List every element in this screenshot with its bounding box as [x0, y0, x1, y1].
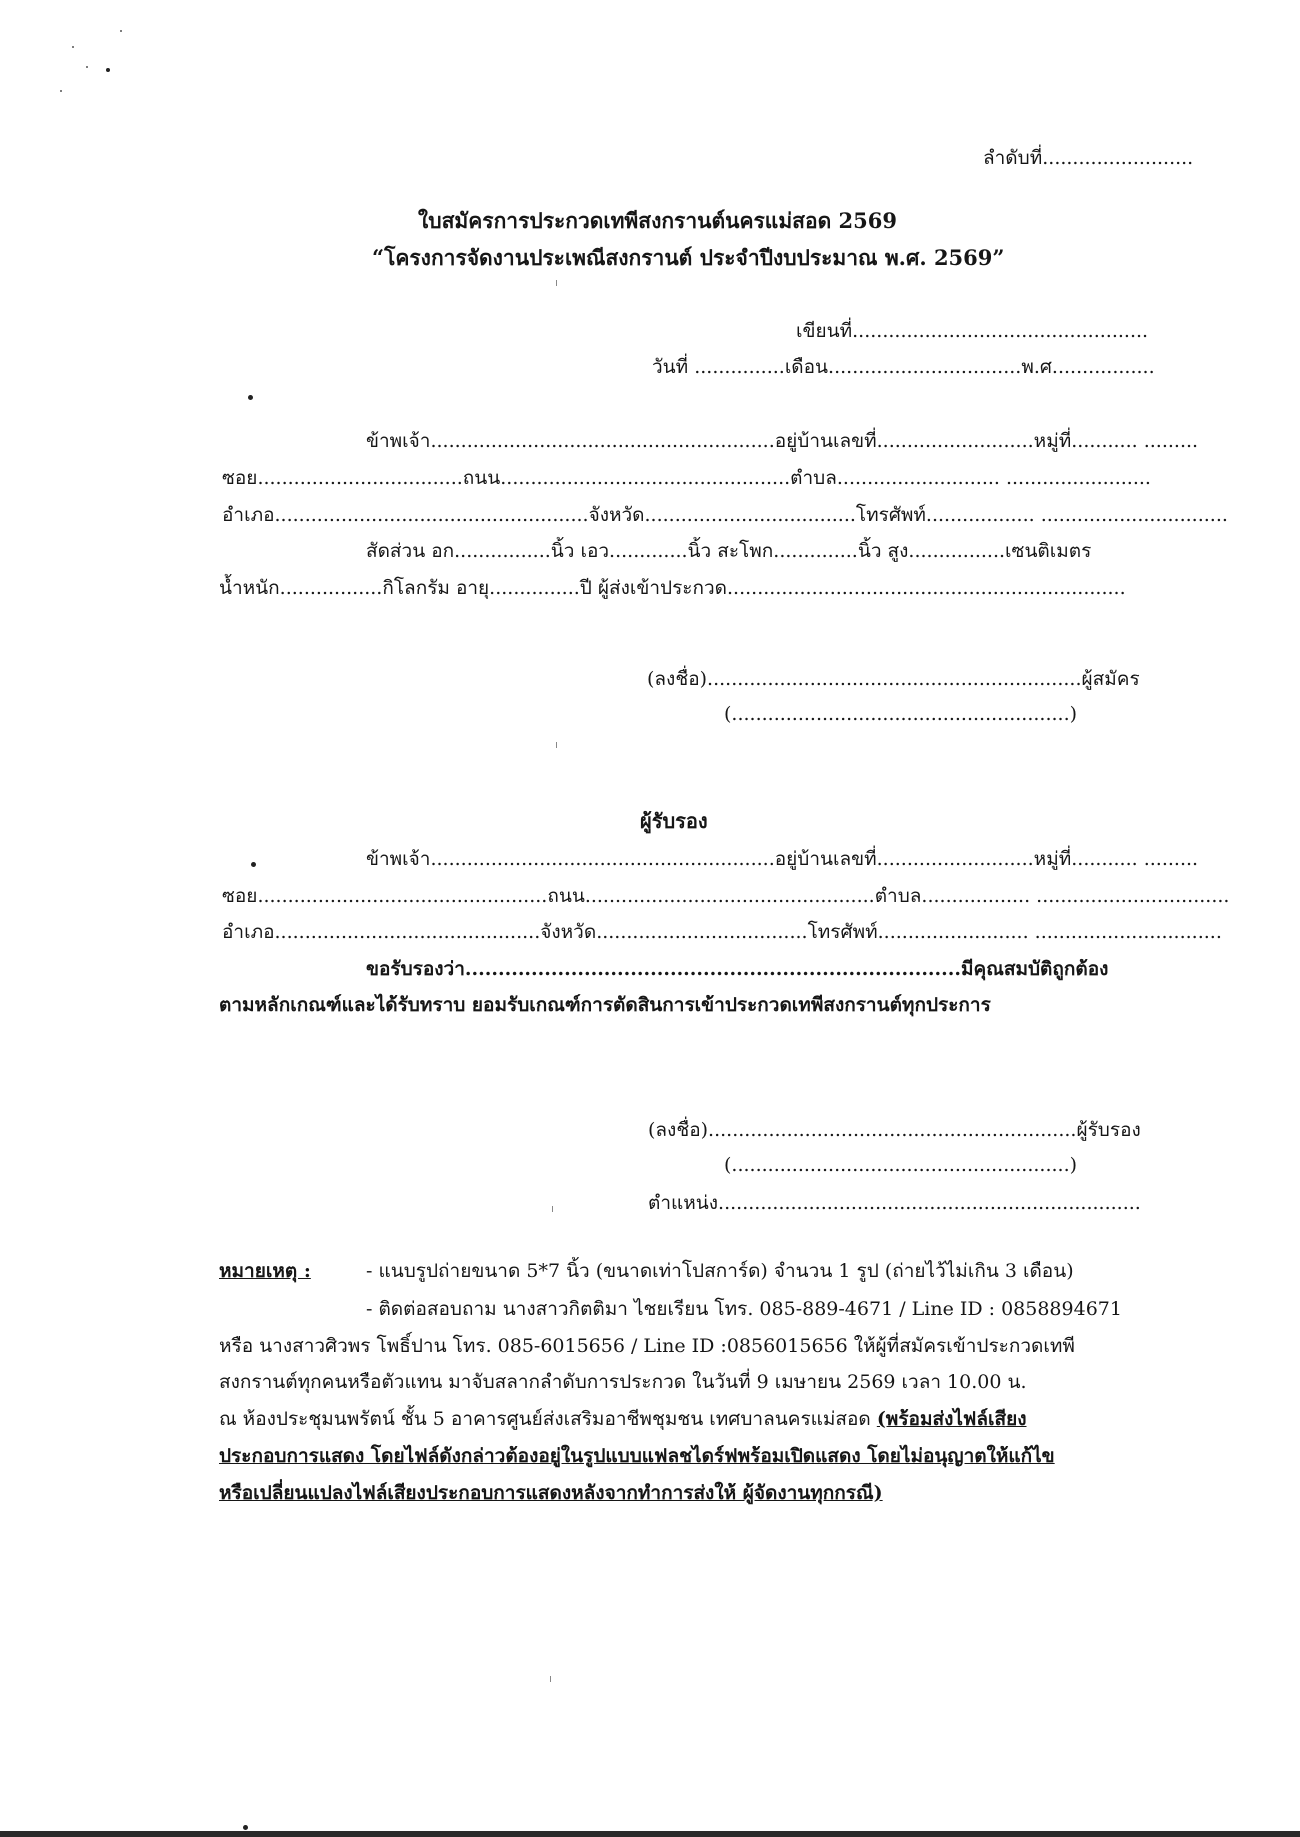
note-text-line: หรือ นางสาวศิวพร โพธิ์ปาน โทร. 085-6015656 / Line ID :0856015656 ให้ผู้ที่สมัครเข้าประกวดเทพี	[219, 1335, 1075, 1357]
certifier-address-field: ซอย................................................ถนน................................................ตำบล.................. ................................	[222, 885, 1230, 907]
applicant-measurements-field: สัดส่วน อก................นิ้ว เอว.............นิ้ว สะโพก..............นิ้ว สูง................เซนติเมตร	[366, 540, 1092, 562]
scan-dot	[243, 1825, 248, 1830]
form-title: ใบสมัครการประกวดเทพีสงกรานต์นครแม่สอด 2569	[418, 208, 897, 233]
scan-mark	[556, 742, 557, 748]
scan-speck	[120, 30, 122, 32]
date-field: วันที่ ...............เดือน................................พ.ศ.................	[652, 356, 1155, 378]
certifier-signature-field: (ลงชื่อ).............................................................ผู้รับรอง	[648, 1119, 1141, 1141]
applicant-signature-field: (ลงชื่อ)..............................................................ผู้สมัคร	[647, 668, 1140, 690]
certification-statement: ขอรับรองว่า...........................................................................มีคุณสมบัติถูกต้อง	[366, 958, 1109, 980]
written-at-field: เขียนที่.................................................	[796, 320, 1149, 342]
scan-mark	[552, 1206, 553, 1212]
scan-dot	[251, 862, 256, 867]
certification-statement-cont: ตามหลักเกณฑ์และได้รับทราบ ยอมรับเกณฑ์การตัดสินการเข้าประกวดเทพีสงกรานต์ทุกประการ	[219, 994, 991, 1016]
note-emphasis-line: หรือเปลี่ยนแปลงไฟล์เสียงประกอบการแสดงหลังจากทำการส่งให้ ผู้จัดงานทุกกรณี)	[219, 1482, 883, 1504]
certifier-position-field: ตำแหน่ง......................................................................	[648, 1192, 1141, 1214]
order-number-field: ลำดับที่.........................	[983, 147, 1194, 169]
note-text-line: สงกรานต์ทุกคนหรือตัวแทน มาจับสลากลำดับการประกวด ในวันที่ 9 เมษายน 2569 เวลา 10.00 น.	[219, 1371, 1027, 1393]
certifier-district-field: อำเภอ............................................จังหวัด...................................โทรศัพท์......................... ...............................	[222, 921, 1222, 943]
note-text-line	[219, 1406, 1027, 1432]
note-emphasis-text: (พร้อมส่งไฟล์เสียง	[876, 1408, 1027, 1430]
form-subtitle: “โครงการจัดงานประเพณีสงกรานต์ ประจำปีงบประมาณ พ.ศ. 2569”	[372, 245, 1005, 270]
scan-speck	[86, 66, 88, 68]
certifier-name-field: ข้าพเจ้า.........................................................อยู่บ้านเลขที่..........................หมู่ที่........... .........	[366, 848, 1199, 870]
applicant-address-field: ซอย..................................ถนน................................................ตำบล........................... ........................	[222, 467, 1151, 489]
applicant-weight-field: น้ำหนัก.................กิโลกรัม อายุ...............ปี ผู้ส่งเข้าประกวด..................................................................	[219, 577, 1126, 599]
scan-speck	[60, 90, 62, 92]
scan-edge	[0, 1831, 1300, 1837]
note-item-contact: - ติดต่อสอบถาม นางสาวกิตติมา ไชยเรียน โทร. 085-889-4671 / Line ID : 0858894671	[366, 1298, 1122, 1320]
note-venue-text: ณ ห้องประชุมนพรัตน์ ชั้น 5 อาคารศูนย์ส่งเสริมอาชีพชุมชน เทศบาลนครแม่สอด	[219, 1408, 877, 1430]
scan-mark	[550, 1676, 551, 1682]
note-emphasis-line: ประกอบการแสดง โดยไฟล์ดังกล่าวต้องอยู่ในรูปแบบแฟลชไดร์ฟพร้อมเปิดแสดง โดยไม่อนุญาตให้แก้ไข	[219, 1445, 1055, 1467]
applicant-district-field: อำเภอ....................................................จังหวัด...................................โทรศัพท์.................. ...............................	[222, 504, 1228, 526]
scan-speck	[72, 46, 74, 48]
certifier-printed-name-field: (........................................................)	[724, 1154, 1078, 1176]
note-item-photo: - แนบรูปถ่ายขนาด 5*7 นิ้ว (ขนาดเท่าโปสการ์ด) จำนวน 1 รูป (ถ่ายไว้ไม่เกิน 3 เดือน)	[366, 1260, 1074, 1282]
scan-dot	[248, 395, 253, 400]
note-label: หมายเหตุ :	[219, 1260, 311, 1282]
scan-speck	[106, 68, 110, 72]
scan-mark	[556, 280, 557, 286]
applicant-name-field: ข้าพเจ้า.........................................................อยู่บ้านเลขที่..........................หมู่ที่........... .........	[366, 430, 1199, 452]
applicant-printed-name-field: (........................................................)	[724, 703, 1078, 725]
certifier-heading: ผู้รับรอง	[640, 809, 708, 833]
